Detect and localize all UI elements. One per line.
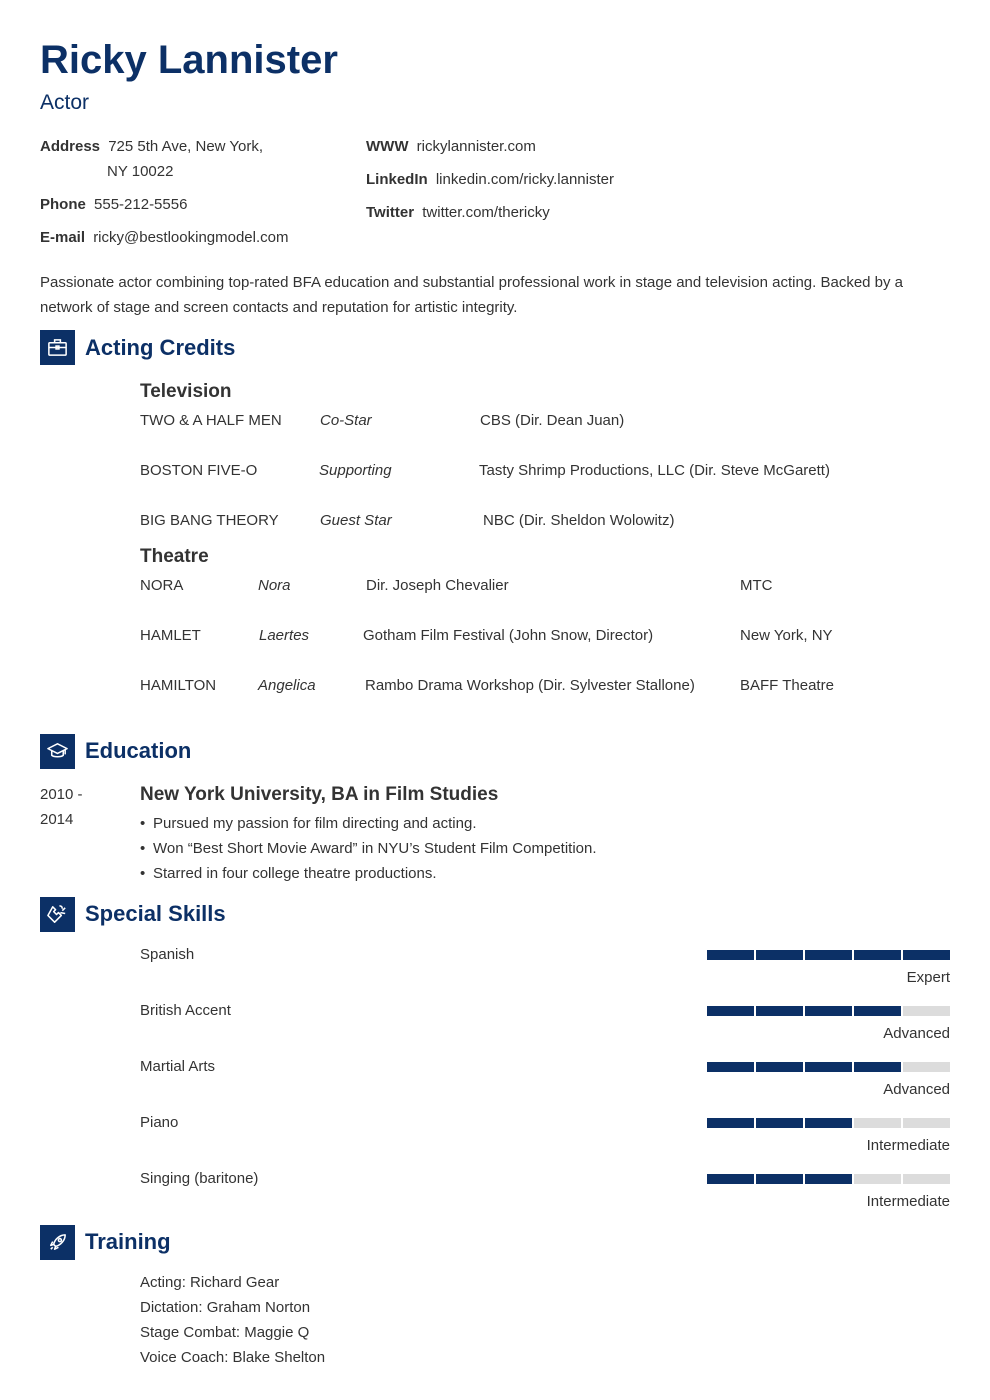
address-line1: 725 5th Ave, New York,	[108, 138, 264, 155]
skill-rating-bar	[707, 1006, 950, 1016]
theatre-play: HAMLET	[140, 627, 201, 644]
skill-name: Singing (baritone)	[140, 1170, 259, 1187]
skill-level: Intermediate	[866, 1193, 950, 1210]
skill-rating-segment	[805, 950, 852, 960]
contact-linkedin	[366, 167, 614, 192]
skill-rating-bar	[707, 950, 950, 960]
skill-rating-segment	[756, 1062, 803, 1072]
skill-rating-segment	[854, 1118, 901, 1128]
skill-rating-bar	[707, 1118, 950, 1128]
section-title-skills: Special Skills	[85, 901, 226, 926]
rocket-icon	[40, 1225, 75, 1260]
phone-value: 555-212-5556	[94, 196, 188, 213]
skill-rating-segment	[756, 1006, 803, 1016]
email-label: E-mail	[40, 229, 86, 246]
education-date-end: 2014	[40, 811, 74, 828]
skill-rating-segment	[854, 1006, 901, 1016]
contact-twitter	[366, 200, 550, 225]
theatre-venue: BAFF Theatre	[740, 677, 834, 694]
skill-rating-segment	[707, 1174, 754, 1184]
theatre-director: Gotham Film Festival (John Snow, Director)	[363, 627, 654, 644]
www-label: WWW	[366, 138, 409, 155]
skill-rating-segment	[707, 950, 754, 960]
list-item: • Starred in four college theatre productions.	[140, 861, 597, 886]
list-item: • Won “Best Short Movie Award” in NYU’s Student Film Competition.	[140, 836, 597, 861]
skill-rating-segment	[707, 1006, 754, 1016]
theatre-director: Dir. Joseph Chevalier	[366, 577, 509, 594]
skill-rating-segment	[903, 1174, 950, 1184]
graduation-cap-icon	[40, 734, 75, 769]
skill-rating-segment	[756, 1118, 803, 1128]
contact-phone	[40, 192, 187, 217]
skill-rating-segment	[756, 1174, 803, 1184]
theatre-venue: New York, NY	[740, 627, 833, 644]
skill-rating-segment	[805, 1118, 852, 1128]
skill-rating-segment	[903, 1118, 950, 1128]
skill-rating-segment	[903, 950, 950, 960]
theatre-play: HAMILTON	[140, 677, 217, 694]
candidate-name: Ricky Lannister	[40, 38, 338, 82]
theatre-role: Laertes	[259, 627, 310, 644]
list-item: Stage Combat: Maggie Q	[140, 1324, 310, 1341]
skill-rating-segment	[707, 1062, 754, 1072]
linkedin-label: LinkedIn	[366, 171, 428, 188]
skill-level: Advanced	[883, 1025, 950, 1042]
address-line2: NY 10022	[107, 163, 174, 180]
theatre-role: Nora	[258, 577, 291, 594]
section-title-training: Training	[85, 1229, 171, 1254]
tv-role: Co-Star	[320, 412, 372, 429]
skill-level: Expert	[906, 969, 950, 986]
section-title-education: Education	[85, 738, 192, 763]
list-item: Voice Coach: Blake Shelton	[140, 1349, 326, 1366]
skill-rating-segment	[707, 1118, 754, 1128]
www-link[interactable]: rickylannister.com	[416, 138, 536, 155]
skill-name: Spanish	[140, 946, 195, 963]
skill-rating-segment	[854, 1174, 901, 1184]
skill-name: British Accent	[140, 1002, 231, 1019]
skill-rating-segment	[805, 1174, 852, 1184]
theatre-director: Rambo Drama Workshop (Dir. Sylvester Stallone)	[365, 677, 695, 694]
tv-producer: Tasty Shrimp Productions, LLC (Dir. Steve McGarett)	[479, 462, 830, 479]
skill-rating-segment	[805, 1062, 852, 1072]
skill-rating-segment	[903, 1006, 950, 1016]
contact-email	[40, 225, 289, 250]
skill-rating-bar	[707, 1174, 950, 1184]
tv-producer: CBS (Dir. Dean Juan)	[480, 412, 625, 429]
skill-rating-segment	[854, 950, 901, 960]
briefcase-icon	[40, 330, 75, 365]
email-link[interactable]: ricky@bestlookingmodel.com	[93, 229, 289, 246]
tv-show: BOSTON FIVE-O	[140, 462, 258, 479]
profile-summary: Passionate actor combining top-rated BFA education and substantial professional work in stage and television acting. Backed by a network of stage and screen contacts and reputation for artistic integrity.	[40, 274, 904, 316]
theatre-role: Angelica	[258, 677, 316, 694]
theatre-venue: MTC	[740, 577, 773, 594]
candidate-title: Actor	[40, 91, 90, 114]
puzzle-hand-icon	[40, 897, 75, 932]
skill-name: Piano	[140, 1114, 179, 1131]
theatre-play: NORA	[140, 577, 184, 594]
skill-rating-segment	[903, 1062, 950, 1072]
subsection-television: Television	[140, 381, 232, 402]
tv-show: BIG BANG THEORY	[140, 512, 279, 529]
skill-rating-bar	[707, 1062, 950, 1072]
address-label: Address	[40, 138, 101, 155]
tv-role: Guest Star	[320, 512, 392, 529]
phone-label: Phone	[40, 196, 86, 213]
education-bullets	[140, 811, 597, 886]
list-item: • Pursued my passion for film directing and acting.	[140, 811, 597, 836]
tv-show: TWO & A HALF MEN	[140, 412, 282, 429]
tv-role: Supporting	[319, 462, 392, 479]
skill-level: Intermediate	[866, 1137, 950, 1154]
list-item: Acting: Richard Gear	[140, 1274, 280, 1291]
skill-rating-segment	[756, 950, 803, 960]
skill-rating-segment	[854, 1062, 901, 1072]
training-list	[140, 1270, 325, 1370]
twitter-label: Twitter	[366, 204, 415, 221]
list-item: Dictation: Graham Norton	[140, 1299, 311, 1316]
contact-address	[40, 134, 263, 159]
subsection-theatre: Theatre	[140, 546, 209, 567]
twitter-link[interactable]: twitter.com/thericky	[422, 204, 550, 221]
education-degree: New York University, BA in Film Studies	[140, 784, 499, 805]
contact-www	[366, 134, 536, 159]
education-date-start: 2010 -	[40, 786, 83, 803]
skill-name: Martial Arts	[140, 1058, 216, 1075]
skill-rating-segment	[805, 1006, 852, 1016]
section-title-acting: Acting Credits	[85, 335, 236, 360]
tv-producer: NBC (Dir. Sheldon Wolowitz)	[483, 512, 675, 529]
skill-level: Advanced	[883, 1081, 950, 1098]
linkedin-link[interactable]: linkedin.com/ricky.lannister	[435, 171, 614, 188]
